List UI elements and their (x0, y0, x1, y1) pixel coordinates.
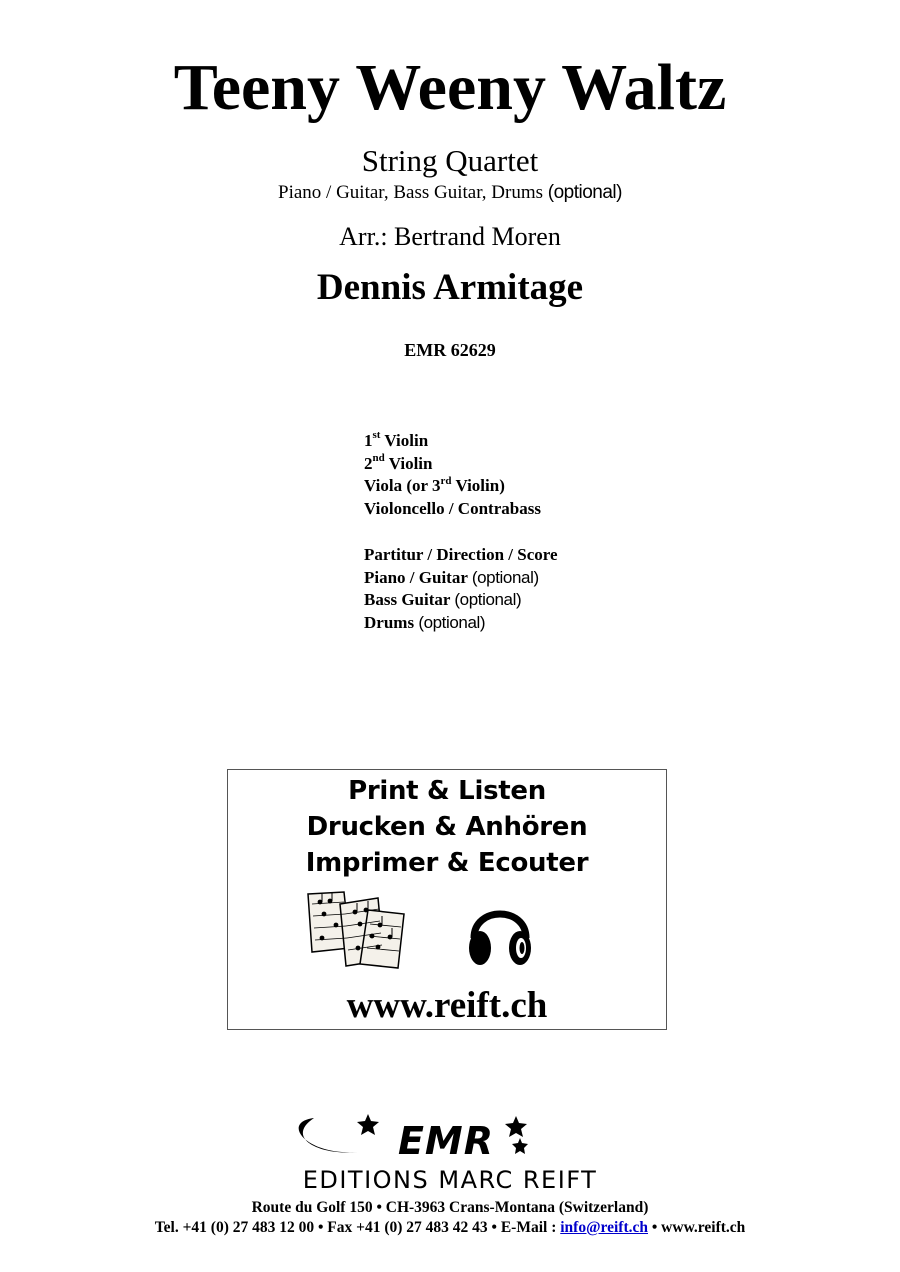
email-link[interactable]: info@reift.ch (560, 1219, 648, 1236)
part-item: Viola (or 3rd Violin) (364, 474, 505, 496)
promo-url[interactable]: www.reift.ch (346, 985, 548, 1026)
publisher-address: Route du Golf 150 • CH-3963 Crans-Montana (Switzerland) (251, 1199, 649, 1216)
part-item: Piano / Guitar (optional) (364, 567, 539, 587)
part-item: Violoncello / Contrabass (364, 499, 541, 519)
part-item: 2nd Violin (364, 452, 433, 473)
instrumentation-main: Piano / Guitar, Bass Guitar, Drums (278, 182, 543, 203)
arranger: Arr.: Bertrand Moren (339, 222, 561, 251)
promo-line-german: Drucken & Anhören (306, 812, 588, 842)
headphones-icon (464, 894, 536, 970)
instrumentation (0, 181, 900, 205)
optional-note: (optional) (454, 590, 522, 610)
promo-line-english: Print & Listen (348, 776, 546, 806)
optional-note: (optional) (418, 613, 486, 633)
parts-list-other (364, 544, 784, 635)
title: Teeny Weeny Waltz (173, 51, 727, 124)
composer: Dennis Armitage (316, 267, 584, 308)
optional-note: (optional) (471, 567, 539, 587)
part-item: 1st Violin (364, 429, 429, 450)
catalog-number: EMR 62629 (404, 340, 496, 360)
part-item: Drums (optional) (364, 613, 486, 633)
parts-list-strings (364, 430, 784, 521)
publisher-contact: Tel. +41 (0) 27 483 12 00 • Fax +41 (0) 27 483 42 43 • E-Mail : info@reift.ch • www.reift.ch (154, 1219, 746, 1236)
emr-logo (250, 1108, 650, 1194)
logo-mark: EMR (397, 1119, 495, 1163)
subtitle: String Quartet (361, 143, 539, 178)
logo-name: EDITIONS MARC REIFT (302, 1166, 598, 1194)
sheet-music-icon (300, 890, 412, 970)
part-item: Partitur / Direction / Score (364, 545, 558, 564)
part-item: Bass Guitar (optional) (364, 590, 522, 610)
promo-line-french: Imprimer & Ecouter (305, 848, 589, 878)
print-listen-box[interactable] (227, 769, 667, 1030)
instrumentation-optional: (optional) (547, 182, 622, 203)
